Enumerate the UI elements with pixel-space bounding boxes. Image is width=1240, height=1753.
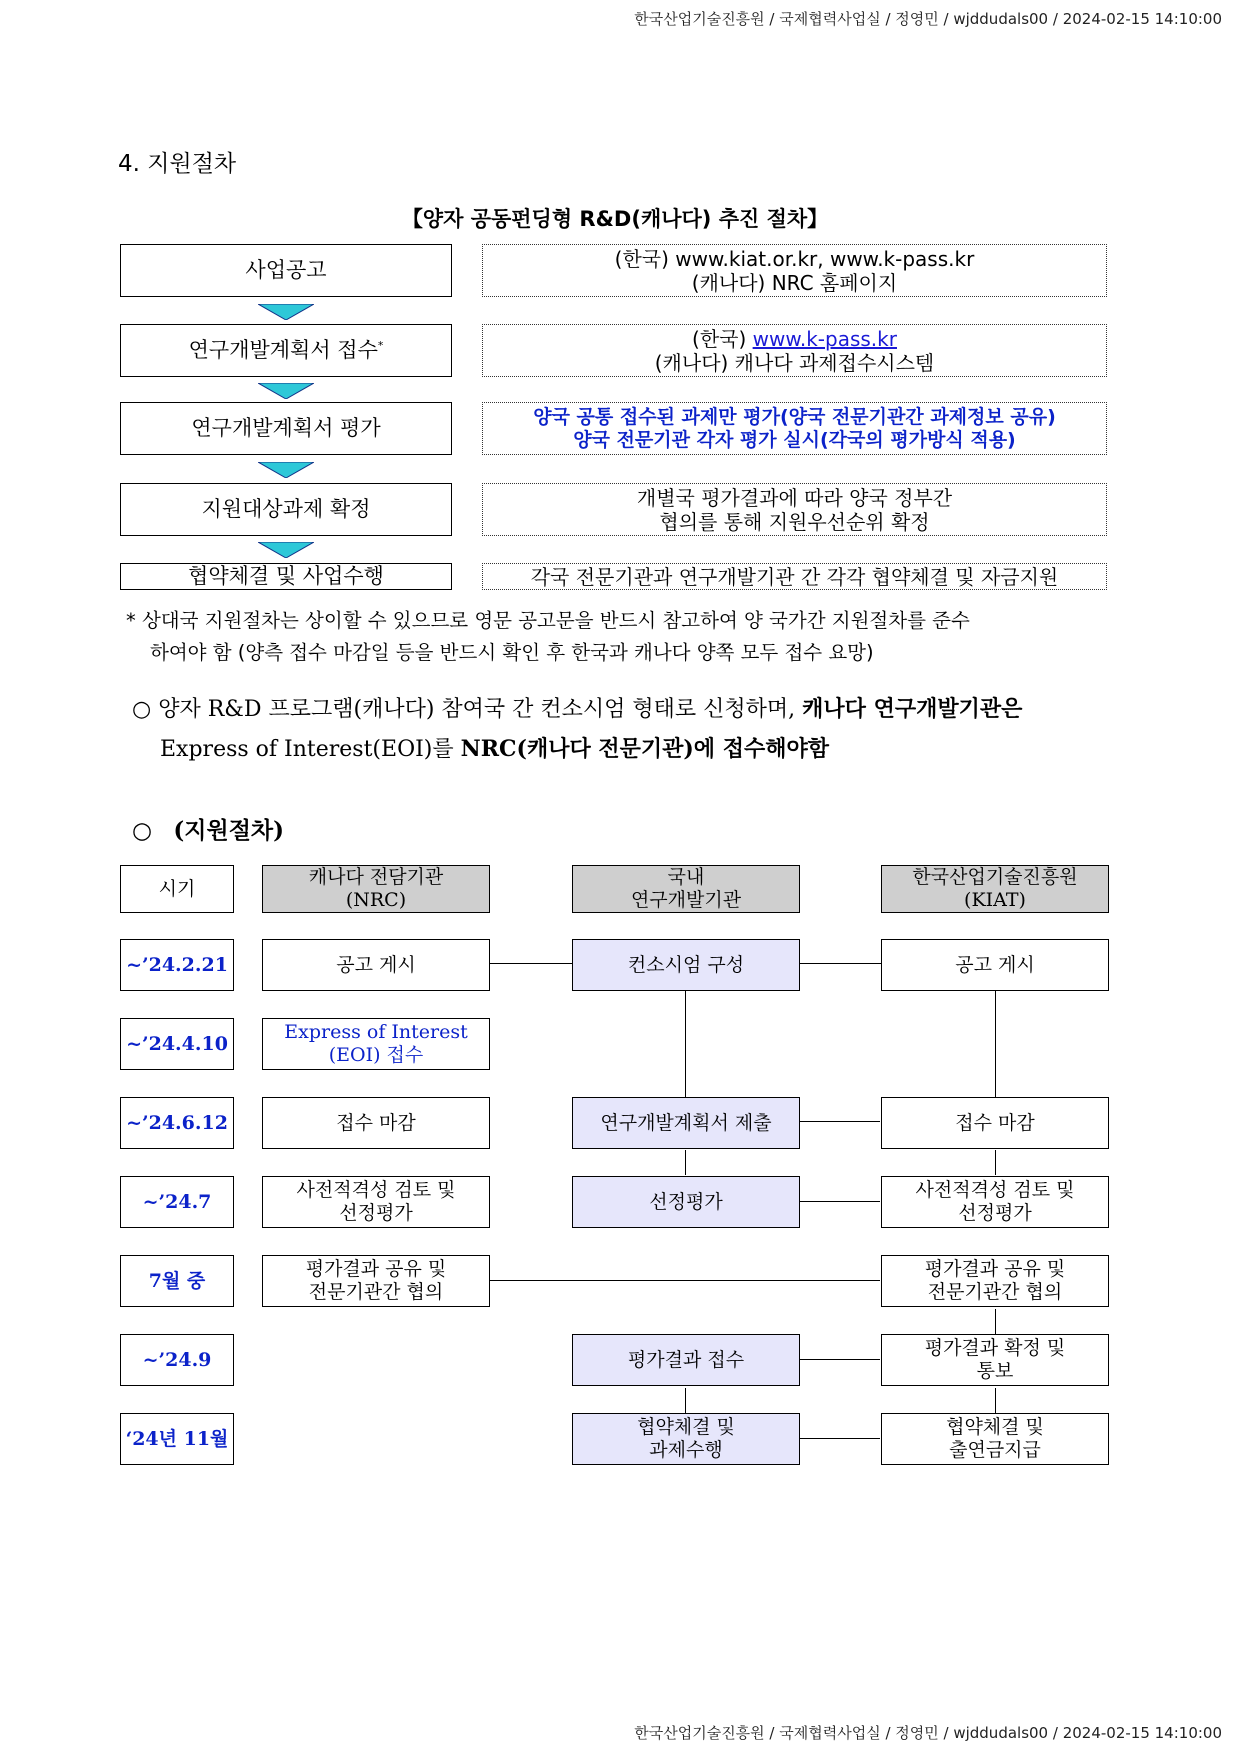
bullet-icon: ○	[132, 818, 153, 844]
step-announcement	[120, 244, 452, 297]
connector-line	[800, 1359, 880, 1360]
domestic-result-receipt: 평가결과 접수	[572, 1334, 800, 1386]
down-arrow-icon	[258, 542, 314, 558]
nrc-announcement: 공고 게시	[262, 939, 490, 991]
nrc-deadline: 접수 마감	[262, 1097, 490, 1149]
para-line-1: ○ 양자 R&D 프로그램(캐나다) 참여국 간 컨소시엄 형태로 신청하며, 캐나다 연구개발기관은	[132, 696, 1023, 722]
header-domestic: 국내 연구개발기관	[572, 865, 800, 913]
step-project-selection	[120, 483, 452, 536]
nrc-result-sharing: 평가결과 공유 및 전문기관간 협의	[262, 1255, 490, 1307]
nrc-eligibility-review: 사전적격성 검토 및 선정평가	[262, 1176, 490, 1228]
kiat-eligibility-review: 사전적격성 검토 및 선정평가	[881, 1176, 1109, 1228]
step-desc-selection: 개별국 평가결과에 따라 양국 정부간 협의를 통해 지원우선순위 확정	[482, 483, 1107, 536]
bullet-icon: ○	[132, 697, 152, 722]
down-arrow-icon	[258, 304, 314, 320]
connector-line	[685, 1150, 686, 1175]
domestic-plan-submission: 연구개발계획서 제출	[572, 1097, 800, 1149]
down-arrow-icon	[258, 383, 314, 399]
kiat-deadline: 접수 마감	[881, 1097, 1109, 1149]
period-date: ~’24.6.12	[120, 1097, 234, 1149]
kiat-agreement: 협약체결 및 출연금지급	[881, 1413, 1109, 1465]
step-desc-agreement: 각국 전문기관과 연구개발기관 간 각각 협약체결 및 자금지원	[482, 563, 1107, 590]
period-date: 7월 중	[120, 1255, 234, 1307]
connector-line	[800, 1201, 880, 1202]
step-desc-evaluation: 양국 공통 접수된 과제만 평가(양국 전문기관간 과제정보 공유) 양국 전문기관 각자 평가 실시(각국의 평가방식 적용)	[482, 402, 1107, 455]
step-label: 사업공고	[245, 257, 327, 282]
period-date: ~’24.4.10	[120, 1018, 234, 1070]
para-line-2: Express of Interest(EOI)를 NRC(캐나다 전문기관)에 접수해야함	[160, 736, 829, 762]
domestic-consortium: 컨소시엄 구성	[572, 939, 800, 991]
connector-line	[995, 990, 996, 1110]
step-label: 연구개발계획서 접수*	[188, 337, 384, 362]
sub-heading: ○ (지원절차)	[132, 817, 285, 844]
kpass-link[interactable]: www.k-pass.kr	[752, 326, 897, 351]
period-date: ~’24.2.21	[120, 939, 234, 991]
connector-line	[995, 1150, 996, 1175]
connector-line	[800, 1121, 880, 1122]
connector-line	[490, 1280, 880, 1281]
nrc-eoi-receipt: Express of Interest (EOI) 접수	[262, 1018, 490, 1070]
step-plan-evaluation	[120, 402, 452, 455]
connector-line	[800, 1438, 880, 1439]
domestic-agreement: 협약체결 및 과제수행	[572, 1413, 800, 1465]
period-date: ~’24.9	[120, 1334, 234, 1386]
step-desc-submission: (한국) www.k-pass.kr (캐나다) 캐나다 과제접수시스템	[482, 324, 1107, 377]
step-label: 연구개발계획서 평가	[191, 415, 381, 440]
kiat-announcement: 공고 게시	[881, 939, 1109, 991]
kiat-result-sharing: 평가결과 공유 및 전문기관간 협의	[881, 1255, 1109, 1307]
header-period: 시기	[120, 865, 234, 913]
period-date: ~’24.7	[120, 1176, 234, 1228]
page-footer: 한국산업기술진흥원 / 국제협력사업실 / 정영민 / wjddudals00 / 2024-02-15 14:10:00	[634, 1724, 1222, 1742]
page-header: 한국산업기술진흥원 / 국제협력사업실 / 정영민 / wjddudals00 / 2024-02-15 14:10:00	[634, 10, 1222, 28]
domestic-evaluation: 선정평가	[572, 1176, 800, 1228]
step-label: 협약체결 및 사업수행	[188, 563, 384, 588]
step-plan-submission	[120, 324, 452, 377]
header-kiat: 한국산업기술진흥원 (KIAT)	[881, 865, 1109, 913]
header-nrc: 캐나다 전담기관 (NRC)	[262, 865, 490, 913]
note-line-2: 하여야 함 (양측 접수 마감일 등을 반드시 확인 후 한국과 캐나다 양쪽 모두 접수 요망)	[150, 641, 874, 664]
kiat-result-confirm: 평가결과 확정 및 통보	[881, 1334, 1109, 1386]
down-arrow-icon	[258, 462, 314, 478]
connector-line	[685, 990, 686, 1110]
step-agreement	[120, 563, 452, 590]
step-label: 지원대상과제 확정	[201, 496, 371, 521]
note-line-1: * 상대국 지원절차는 상이할 수 있으므로 영문 공고문을 반드시 참고하여 양 국가간 지원절차를 준수	[126, 609, 970, 632]
procedure-title: 【양자 공동펀딩형 R&D(캐나다) 추진 절차】	[401, 207, 829, 231]
period-date: ‘24년 11월	[120, 1413, 234, 1465]
section-title: 4. 지원절차	[118, 151, 237, 177]
step-desc-announcement: (한국) www.kiat.or.kr, www.k-pass.kr (캐나다) NRC 홈페이지	[482, 244, 1107, 297]
